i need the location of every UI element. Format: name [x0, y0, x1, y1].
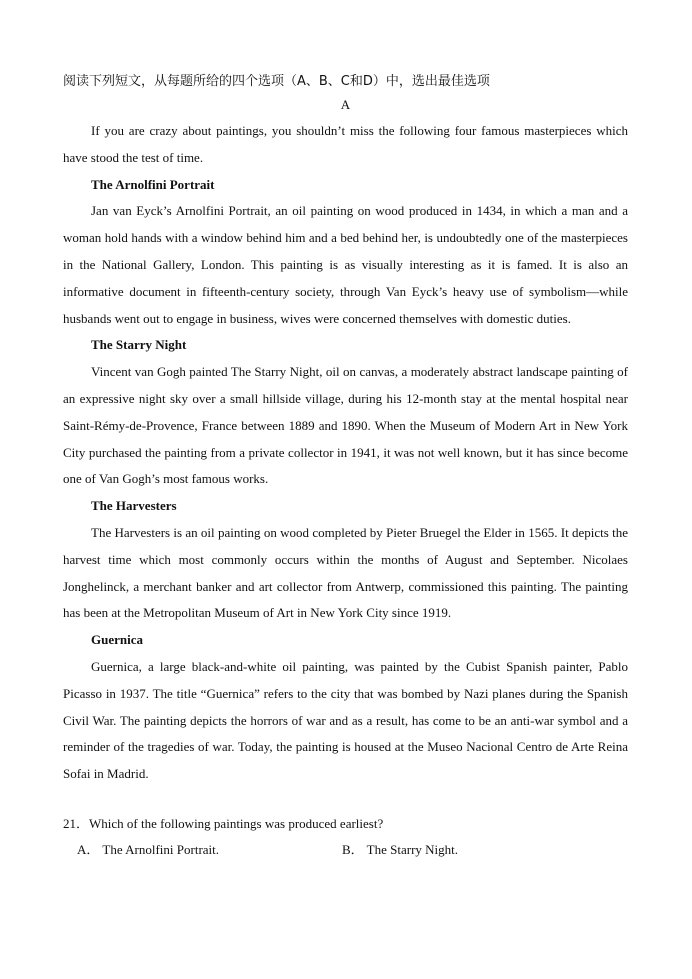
document-page: [63, 72, 628, 863]
instruction-text: 阅读下列短文，从每题所给的四个选项（A、B、C和D）中，选出最佳选项: [63, 74, 490, 89]
painting-title-harvesters: The Harvesters: [91, 498, 177, 514]
question-number: 21．: [63, 815, 90, 831]
question-line: [63, 811, 628, 837]
answer-options: [63, 837, 628, 863]
painting-title-starry-night: The Starry Night: [91, 337, 187, 353]
question-21: [63, 811, 628, 863]
option-b[interactable]: B． The Starry Night.: [342, 841, 459, 857]
painting-text-starry-night: Vincent van Gogh painted The Starry Night, oil on canvas, a moderately abstract landscape painting of an expressive night sky over a small hillside village, during his 12-month stay at the mental hospital near Saint-Rémy-de-Provence, France between 1889 and 1890. When the Museum of Modern Art in New York City purchased the painting from a private collector in 1941, it was not well known, but it has since become one of Van Gogh’s most famous works.: [63, 364, 628, 487]
painting-title-arnolfini: The Arnolfini Portrait: [91, 176, 215, 192]
painting-title-guernica: Guernica: [91, 632, 143, 648]
painting-text-harvesters: The Harvesters is an oil painting on wood completed by Pieter Bruegel the Elder in 1565. It depicts the harvest time which most commonly occurs within the months of August and September. Nicolaes Jonghelinck, a merchant banker and art collector from Antwerp, commissioned this painting. The painting has been at the Metropolitan Museum of Art in New York City since 1919.: [63, 524, 628, 621]
painting-text-arnolfini: Jan van Eyck’s Arnolfini Portrait, an oil painting on wood produced in 1434, in which a man and a woman hold hands with a window behind him and a bed behind her, is undoubtedly one of the masterpieces in the National Gallery, London. This painting is as visually interesting as it is famed. It is also an informative document in fifteenth-century society, through Van Eyck’s heavy use of symbolism—while husbands went out to engage in business, wives were concerned themselves with domestic duties.: [63, 203, 628, 326]
question-text: Which of the following paintings was produced earliest?: [89, 815, 384, 831]
intro-paragraph: If you are crazy about paintings, you shouldn’t miss the following four famous masterpieces which have stood the test of time.: [63, 123, 628, 165]
painting-text-guernica: Guernica, a large black-and-white oil painting, was painted by the Cubist Spanish painter, Pablo Picasso in 1937. The title “Guernica” refers to the city that was bombed by Nazi planes during the Spanish Civil War. The painting depicts the horrors of war and as a result, has come to be an anti-war symbol and a reminder of the tragedies of war. Today, the painting is housed at the Museo Nacional Centro de Arte Reina Sofai in Madrid.: [63, 658, 628, 782]
section-letter: A: [340, 97, 351, 112]
option-a[interactable]: A． The Arnolfini Portrait.: [77, 841, 220, 857]
